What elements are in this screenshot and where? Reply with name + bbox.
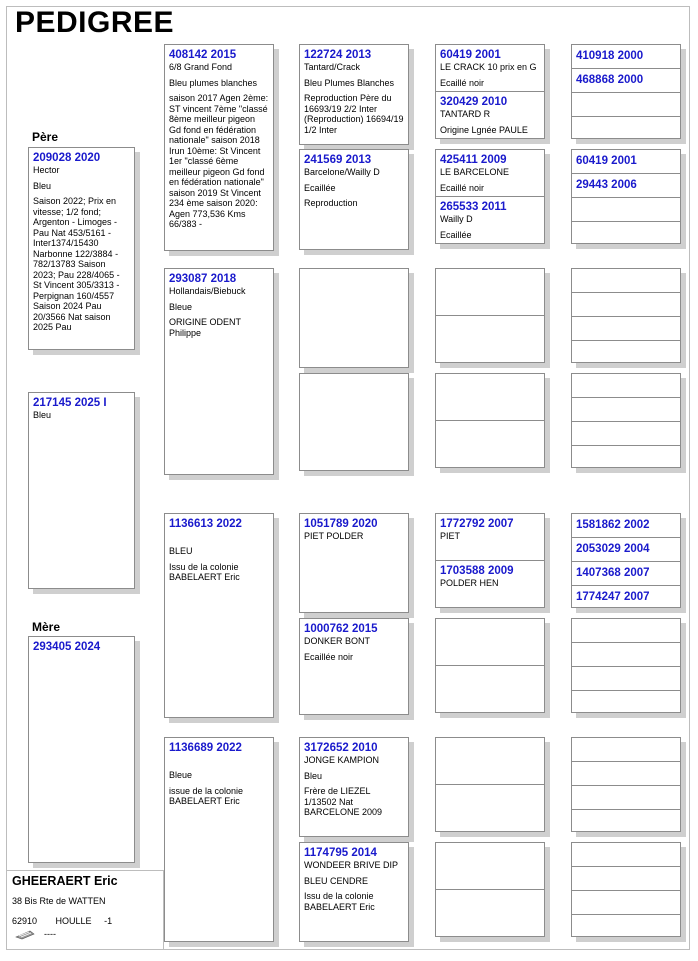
- bird-slot-g3[interactable]: [436, 316, 544, 363]
- bird-id[interactable]: [572, 738, 680, 742]
- bird-card-g2[interactable]: [299, 44, 409, 145]
- owner-divider-top: [6, 870, 163, 871]
- bird-detail: WONDEER BRIVE DIP: [304, 860, 399, 870]
- bird-detail: LE BARCELONE: [440, 167, 510, 177]
- bird-detail: 6/8 Grand Fond: [169, 62, 233, 72]
- bird-slot-g4[interactable]: [572, 514, 680, 537]
- bird-detail: Ecaillé noir: [440, 182, 485, 193]
- bird-detail: POLDER HEN: [440, 578, 499, 588]
- bird-detail: Ecaillée: [304, 182, 336, 193]
- bird-detail: saison 2017 Agen 2ème: ST vincent 7ème "classé 8ème meilleur pigeon Gd fond en fédération nationale" saison 2018 Irun 10ème: St Vincent 1er "classé 6ème meilleur pigeon Gd fond en fédération nationale" saison 2019 St Vincent 234 ème saison 2020: Agen 773,536 Kms 66/383 -: [169, 93, 269, 229]
- bird-detail: JONGE KAMPION: [304, 755, 380, 765]
- bird-id[interactable]: 29443 2006: [576, 179, 637, 191]
- bird-card-g1[interactable]: [164, 268, 274, 475]
- bird-slot-g4[interactable]: [572, 891, 680, 914]
- bird-card-g2[interactable]: [299, 618, 409, 715]
- bird-id[interactable]: [436, 269, 544, 272]
- bird-slot-g4[interactable]: [572, 762, 680, 785]
- bird-id[interactable]: 1581862 2002: [576, 519, 650, 531]
- bird-block-g4[interactable]: [571, 268, 681, 363]
- bird-detail: issue de la colonie BABELAERT Eric: [169, 785, 244, 806]
- bird-slot-g4[interactable]: [572, 293, 680, 316]
- section-pere-label: Père: [32, 130, 59, 144]
- bird-id[interactable]: 320429 2010: [440, 96, 508, 108]
- bird-id[interactable]: [572, 293, 680, 297]
- bird-slot-divider: [572, 173, 680, 174]
- bird-slot-g4[interactable]: [572, 398, 680, 421]
- bird-id[interactable]: [572, 619, 680, 623]
- bird-slot-divider: [572, 397, 680, 398]
- bird-card-subject[interactable]: [28, 392, 135, 589]
- bird-slot-divider: [436, 784, 544, 785]
- bird-slot-g4[interactable]: [572, 867, 680, 890]
- bird-slot-g4[interactable]: [572, 643, 680, 666]
- bird-detail: Reproduction Père du 16693/19 2/2 Inter (Reproduction) 16694/19 1/2 Inter: [304, 93, 404, 135]
- bird-id[interactable]: 1772792 2007: [440, 518, 514, 530]
- bird-block-g4[interactable]: [571, 618, 681, 713]
- bird-id[interactable]: [572, 374, 680, 378]
- bird-id[interactable]: [572, 222, 680, 226]
- bird-slot-divider: [572, 866, 680, 867]
- bird-block-g4[interactable]: [571, 373, 681, 468]
- bird-slot-g4[interactable]: [572, 341, 680, 363]
- bird-id[interactable]: [572, 915, 680, 919]
- bird-slot-divider: [436, 91, 544, 92]
- bird-slot-divider: [572, 642, 680, 643]
- bird-slot-g3[interactable]: [436, 785, 544, 832]
- page-title: PEDIGREE: [15, 6, 175, 39]
- bird-card-g2[interactable]: [299, 737, 409, 837]
- bird-id[interactable]: 1051789 2020: [304, 518, 378, 530]
- bird-slot-g4[interactable]: [572, 269, 680, 292]
- bird-block-g3[interactable]: [435, 268, 545, 363]
- section-mere-label: Mère: [32, 620, 61, 634]
- bird-slot-divider: [572, 890, 680, 891]
- bird-slot-g3[interactable]: [436, 197, 544, 244]
- bird-slot-divider: [572, 340, 680, 341]
- bird-id[interactable]: [572, 643, 680, 647]
- bird-slot-divider: [572, 809, 680, 810]
- bird-detail: Hector: [33, 165, 60, 175]
- bird-id[interactable]: [572, 810, 680, 814]
- bird-slot-divider: [436, 420, 544, 421]
- bird-slot-divider: [436, 315, 544, 316]
- bird-slot-g4[interactable]: [572, 619, 680, 642]
- bird-card-g2[interactable]: [299, 513, 409, 613]
- bird-card-g2[interactable]: [299, 268, 409, 368]
- bird-slot-g3[interactable]: [436, 890, 544, 937]
- bird-id[interactable]: [572, 317, 680, 321]
- bird-slot-g3[interactable]: [436, 843, 544, 890]
- bird-slot-g3[interactable]: [436, 45, 544, 92]
- bird-detail: Bleu: [33, 180, 52, 191]
- bird-slot-g4[interactable]: [572, 93, 680, 116]
- bird-block-g4[interactable]: [571, 737, 681, 832]
- bird-slot-divider: [572, 537, 680, 538]
- bird-id[interactable]: [572, 341, 680, 345]
- bird-id[interactable]: [572, 667, 680, 671]
- owner-suffix: -1: [104, 916, 113, 926]
- bird-id[interactable]: [572, 398, 680, 402]
- bird-slot-g4[interactable]: [572, 562, 680, 585]
- owner-address: 38 Bis Rte de WATTEN: [12, 896, 106, 906]
- bird-id[interactable]: 293087 2018: [169, 273, 237, 285]
- bird-slot-divider: [436, 889, 544, 890]
- bird-slot-g4[interactable]: [572, 150, 680, 173]
- bird-id[interactable]: 1136613 2022: [169, 518, 242, 530]
- bird-detail: Ecaillée noir: [304, 651, 354, 662]
- bird-block-g4[interactable]: [571, 149, 681, 244]
- bird-slot-g3[interactable]: [436, 150, 544, 197]
- bird-detail: Bleu: [33, 410, 52, 420]
- bird-card-g2[interactable]: [299, 842, 409, 942]
- bird-id[interactable]: 1174795 2014: [304, 847, 377, 859]
- bird-id[interactable]: [436, 421, 544, 424]
- bird-slot-g3[interactable]: [436, 514, 544, 561]
- bird-slot-g3[interactable]: [436, 374, 544, 421]
- bird-slot-g4[interactable]: [572, 786, 680, 809]
- bird-block-g3[interactable]: [435, 513, 545, 608]
- bird-slot-g4[interactable]: [572, 69, 680, 92]
- bird-id[interactable]: [436, 738, 544, 741]
- bird-card-g1[interactable]: [164, 737, 274, 942]
- bird-block-g3[interactable]: [435, 842, 545, 937]
- bird-slot-divider: [572, 561, 680, 562]
- phone-icon: [14, 927, 36, 939]
- bird-slot-g4[interactable]: [572, 586, 680, 608]
- bird-id[interactable]: 1407368 2007: [576, 567, 650, 579]
- bird-id[interactable]: [572, 93, 680, 97]
- owner-divider-right: [163, 870, 164, 950]
- bird-slot-g4[interactable]: [572, 174, 680, 197]
- bird-id[interactable]: [436, 374, 544, 377]
- bird-slot-g4[interactable]: [572, 843, 680, 866]
- bird-detail: DONKER BONT: [304, 636, 371, 646]
- bird-slot-divider: [572, 761, 680, 762]
- bird-id[interactable]: [572, 422, 680, 426]
- bird-detail: BLEU: [169, 546, 193, 556]
- bird-id[interactable]: [572, 762, 680, 766]
- bird-slot-g4[interactable]: [572, 117, 680, 139]
- owner-city: HOULLE: [55, 916, 92, 926]
- bird-block-g3[interactable]: [435, 618, 545, 713]
- bird-detail: LE CRACK 10 prix en G: [440, 62, 537, 72]
- bird-id[interactable]: 425411 2009: [440, 154, 507, 166]
- bird-id[interactable]: [436, 890, 544, 893]
- bird-id[interactable]: 410918 2000: [576, 50, 644, 62]
- bird-slot-g3[interactable]: [436, 666, 544, 713]
- bird-id[interactable]: 1136689 2022: [169, 742, 242, 754]
- bird-id[interactable]: [572, 843, 680, 847]
- bird-detail: Bleu: [304, 770, 323, 781]
- bird-block-g4[interactable]: [571, 842, 681, 937]
- bird-id[interactable]: 60419 2001: [576, 155, 637, 167]
- bird-slot-divider: [572, 316, 680, 317]
- bird-slot-g3[interactable]: [436, 738, 544, 785]
- bird-id[interactable]: [572, 117, 680, 121]
- bird-slot-g3[interactable]: [436, 269, 544, 316]
- bird-card-g2[interactable]: [299, 373, 409, 471]
- bird-slot-divider: [572, 116, 680, 117]
- bird-slot-divider: [572, 445, 680, 446]
- bird-id[interactable]: [300, 269, 408, 272]
- bird-detail: PIET POLDER: [304, 531, 364, 541]
- bird-slot-divider: [436, 665, 544, 666]
- bird-block-g3[interactable]: [435, 149, 545, 244]
- bird-slot-g4[interactable]: [572, 667, 680, 690]
- bird-detail: Barcelone/Wailly D: [304, 167, 380, 177]
- bird-slot-g3[interactable]: [436, 561, 544, 608]
- bird-id[interactable]: 1000762 2015: [304, 623, 378, 635]
- bird-card-pere[interactable]: [28, 147, 135, 350]
- bird-slot-g4[interactable]: [572, 538, 680, 561]
- owner-postcode: 62910: [12, 916, 38, 926]
- bird-id[interactable]: 217145 2025 I: [33, 397, 107, 409]
- bird-slot-g3[interactable]: [436, 619, 544, 666]
- owner-name: GHEERAERT Eric: [12, 874, 118, 888]
- bird-id[interactable]: 122724 2013: [304, 49, 372, 61]
- bird-detail: Issu de la colonie BABELAERT Eric: [169, 561, 240, 582]
- bird-detail: Tantard/Crack: [304, 62, 361, 72]
- bird-slot-g4[interactable]: [572, 738, 680, 761]
- bird-id[interactable]: 293405 2024: [33, 641, 101, 653]
- bird-slot-divider: [572, 197, 680, 198]
- bird-slot-divider: [572, 68, 680, 69]
- bird-id[interactable]: [572, 891, 680, 895]
- bird-slot-g4[interactable]: [572, 915, 680, 937]
- bird-slot-g4[interactable]: [572, 446, 680, 468]
- bird-detail: Reproduction: [304, 198, 358, 208]
- bird-block-g3[interactable]: [435, 44, 545, 139]
- bird-slot-divider: [572, 421, 680, 422]
- bird-card-g1[interactable]: [164, 513, 274, 718]
- bird-slot-g4[interactable]: [572, 317, 680, 340]
- bird-slot-divider: [572, 221, 680, 222]
- bird-id[interactable]: [572, 446, 680, 450]
- bird-slot-g4[interactable]: [572, 810, 680, 832]
- bird-detail: Ecaillé noir: [440, 77, 485, 88]
- bird-detail: Bleu Plumes Blanches: [304, 77, 395, 88]
- bird-slot-divider: [436, 196, 544, 197]
- bird-detail: ORIGINE ODENT Philippe: [169, 317, 241, 338]
- bird-card-g2[interactable]: [299, 149, 409, 250]
- bird-id[interactable]: [436, 619, 544, 622]
- bird-detail: TANTARD R: [440, 109, 491, 119]
- bird-id[interactable]: [572, 691, 680, 695]
- bird-detail: Bleue: [169, 301, 193, 312]
- bird-slot-g3[interactable]: [436, 92, 544, 139]
- bird-id[interactable]: 468868 2000: [576, 74, 644, 86]
- bird-id[interactable]: [436, 666, 544, 669]
- bird-detail: [165, 755, 273, 765]
- bird-slot-divider: [572, 785, 680, 786]
- bird-id[interactable]: 209028 2020: [33, 152, 101, 164]
- bird-id[interactable]: 408142 2015: [169, 49, 237, 61]
- bird-id[interactable]: [572, 269, 680, 273]
- bird-slot-g4[interactable]: [572, 422, 680, 445]
- bird-slot-g4[interactable]: [572, 691, 680, 713]
- bird-slot-g3[interactable]: [436, 421, 544, 468]
- bird-block-g3[interactable]: [435, 737, 545, 832]
- bird-slot-g4[interactable]: [572, 374, 680, 397]
- bird-block-g4[interactable]: [571, 44, 681, 139]
- bird-id[interactable]: [436, 843, 544, 846]
- bird-block-g4[interactable]: [571, 513, 681, 608]
- bird-slot-divider: [572, 914, 680, 915]
- bird-id[interactable]: 241569 2013: [304, 154, 372, 166]
- bird-detail: Wailly D: [440, 214, 473, 224]
- bird-id[interactable]: [300, 374, 408, 377]
- bird-detail: Bleu plumes blanches: [169, 77, 258, 88]
- bird-block-g3[interactable]: [435, 373, 545, 468]
- bird-slot-g4[interactable]: [572, 198, 680, 221]
- bird-id[interactable]: 265533 2011: [440, 201, 507, 213]
- bird-card-g1[interactable]: [164, 44, 274, 251]
- bird-slot-divider: [572, 690, 680, 691]
- bird-id[interactable]: [572, 867, 680, 871]
- bird-id[interactable]: 3172652 2010: [304, 742, 378, 754]
- bird-detail: Bleue: [169, 770, 193, 780]
- bird-id[interactable]: 2053029 2004: [576, 543, 650, 555]
- owner-phone: ----: [44, 929, 56, 939]
- bird-slot-divider: [436, 560, 544, 561]
- bird-detail: BLEU CENDRE: [304, 875, 369, 886]
- bird-slot-divider: [572, 585, 680, 586]
- bird-id[interactable]: [436, 785, 544, 788]
- bird-slot-divider: [572, 92, 680, 93]
- bird-detail: Frère de LIEZEL 1/13502 Nat BARCELONE 2009: [304, 786, 383, 817]
- bird-id[interactable]: [572, 786, 680, 790]
- bird-id[interactable]: [572, 198, 680, 202]
- bird-detail: Ecaillée: [440, 229, 472, 240]
- bird-id[interactable]: 1774247 2007: [576, 591, 650, 603]
- bird-slot-g4[interactable]: [572, 222, 680, 244]
- bird-card-mere[interactable]: [28, 636, 135, 863]
- owner-city-line: [12, 916, 112, 926]
- bird-detail: PIET: [440, 531, 461, 541]
- bird-detail: [165, 531, 273, 541]
- bird-detail: Hollandais/Biebuck: [169, 286, 246, 296]
- bird-detail: Saison 2022; Prix en vitesse; 1/2 fond; Argenton - Limoges - Pau Nat 453/5161 - Inter1374/15430 Narbonne 122/3884 - 782/13783 Saison 2023; Pau 228/4065 - St Vincent 305/3313 - Perpignan 160/4557 Saison 2024 Pau 20/3566 Nat saison 2025 Pau: [33, 196, 120, 332]
- bird-id[interactable]: 60419 2001: [440, 49, 501, 61]
- bird-detail: Origine Lgnée PAULE: [440, 124, 528, 135]
- bird-slot-divider: [572, 292, 680, 293]
- bird-slot-g4[interactable]: [572, 45, 680, 68]
- bird-id[interactable]: [436, 316, 544, 319]
- bird-id[interactable]: 1703588 2009: [440, 565, 514, 577]
- bird-detail: Issu de la colonie BABELAERT Eric: [304, 891, 375, 912]
- bird-slot-divider: [572, 666, 680, 667]
